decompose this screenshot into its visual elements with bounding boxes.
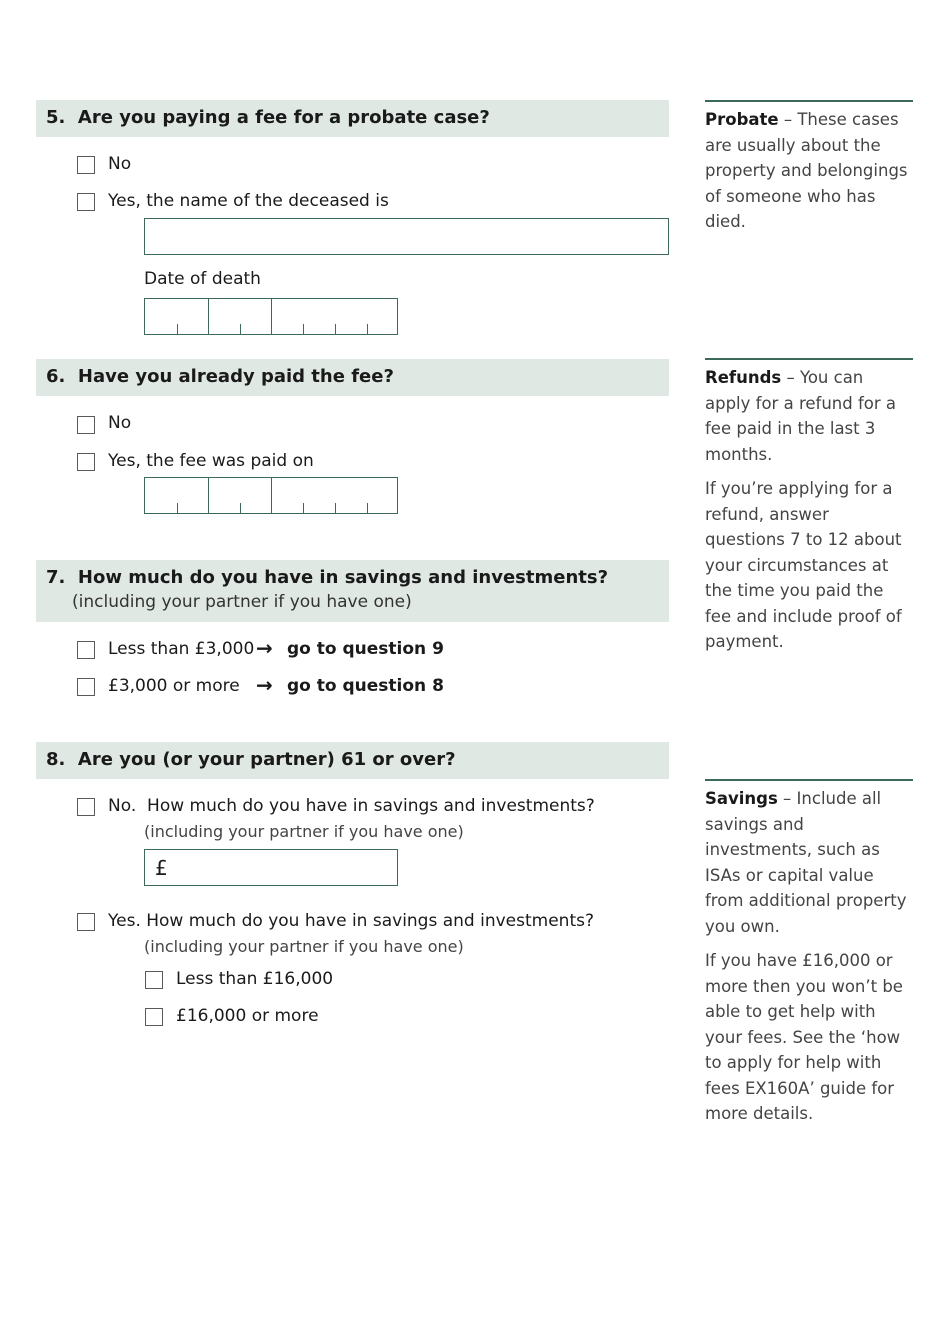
- q8-less-16000-label: Less than £16,000: [176, 969, 334, 989]
- question-8-title: 8. Are you (or your partner) 61 or over?: [46, 749, 456, 770]
- savings-note: [705, 779, 913, 1127]
- probate-note: [705, 100, 913, 235]
- refunds-text-2: If you’re applying for a refund, answer questions 7 to 12 about your circumstances at the time you paid the fee and include proof of payment.: [705, 479, 902, 651]
- q8-less-16000-checkbox[interactable]: [145, 971, 163, 989]
- q5-no-label: No: [108, 154, 132, 174]
- fee-paid-date-input[interactable]: [144, 477, 398, 514]
- q7-less-label: Less than £3,000: [108, 639, 255, 659]
- question-7-title: 7. How much do you have in savings and investments?: [46, 567, 609, 588]
- q8-yes-sublabel: (including your partner if you have one): [144, 937, 464, 956]
- q8-yes-label: Yes. How much do you have in savings and investments?: [108, 911, 595, 931]
- q6-no-checkbox[interactable]: [77, 416, 95, 434]
- question-7-subtitle: (including your partner if you have one): [72, 592, 412, 612]
- q8-no-label: No. How much do you have in savings and investments?: [108, 796, 595, 816]
- question-8-header: [36, 742, 669, 779]
- q7-more-goto: go to question 8: [287, 676, 444, 696]
- q6-yes-checkbox[interactable]: [77, 453, 95, 471]
- q5-yes-label: Yes, the name of the deceased is: [108, 191, 389, 211]
- savings-text-2: If you have £16,000 or more then you won’t be able to get help with your fees. See the ‘how to apply for help with fees EX160A’ guide for more details.: [705, 951, 903, 1123]
- q8-no-sublabel: (including your partner if you have one): [144, 822, 464, 841]
- question-6-title: 6. Have you already paid the fee?: [46, 366, 394, 387]
- deceased-name-input[interactable]: [144, 218, 669, 255]
- q7-more-label: £3,000 or more: [108, 676, 240, 696]
- question-7-header: [36, 560, 669, 622]
- savings-heading: Savings: [705, 789, 778, 808]
- probate-text: – These cases are usually about the property and belongings of someone who has died.: [705, 110, 908, 231]
- q7-less-goto: go to question 9: [287, 639, 444, 659]
- q7-more-checkbox[interactable]: [77, 678, 95, 696]
- q7-less-checkbox[interactable]: [77, 641, 95, 659]
- question-5-title: 5. Are you paying a fee for a probate case?: [46, 107, 490, 128]
- q8-more-16000-checkbox[interactable]: [145, 1008, 163, 1026]
- probate-heading: Probate: [705, 110, 779, 129]
- q8-more-16000-label: £16,000 or more: [176, 1006, 319, 1026]
- refunds-note: [705, 358, 913, 655]
- savings-text: – Include all savings and investments, such as ISAs or capital value from additional property you own.: [705, 789, 907, 936]
- question-5-header: [36, 100, 669, 137]
- question-6-header: [36, 359, 669, 396]
- date-of-death-input[interactable]: [144, 298, 398, 335]
- refunds-heading: Refunds: [705, 368, 782, 387]
- arrow-right-icon: →: [256, 673, 273, 697]
- q5-yes-checkbox[interactable]: [77, 193, 95, 211]
- date-of-death-label: Date of death: [144, 269, 261, 289]
- q6-yes-label: Yes, the fee was paid on: [108, 451, 314, 471]
- pound-sign: £: [155, 856, 168, 880]
- arrow-right-icon: →: [256, 636, 273, 660]
- q5-no-checkbox[interactable]: [77, 156, 95, 174]
- q6-no-label: No: [108, 413, 132, 433]
- q8-yes-checkbox[interactable]: [77, 913, 95, 931]
- refunds-text: – You can apply for a refund for a fee paid in the last 3 months.: [705, 368, 896, 464]
- q8-no-checkbox[interactable]: [77, 798, 95, 816]
- savings-amount-input[interactable]: [144, 849, 398, 886]
